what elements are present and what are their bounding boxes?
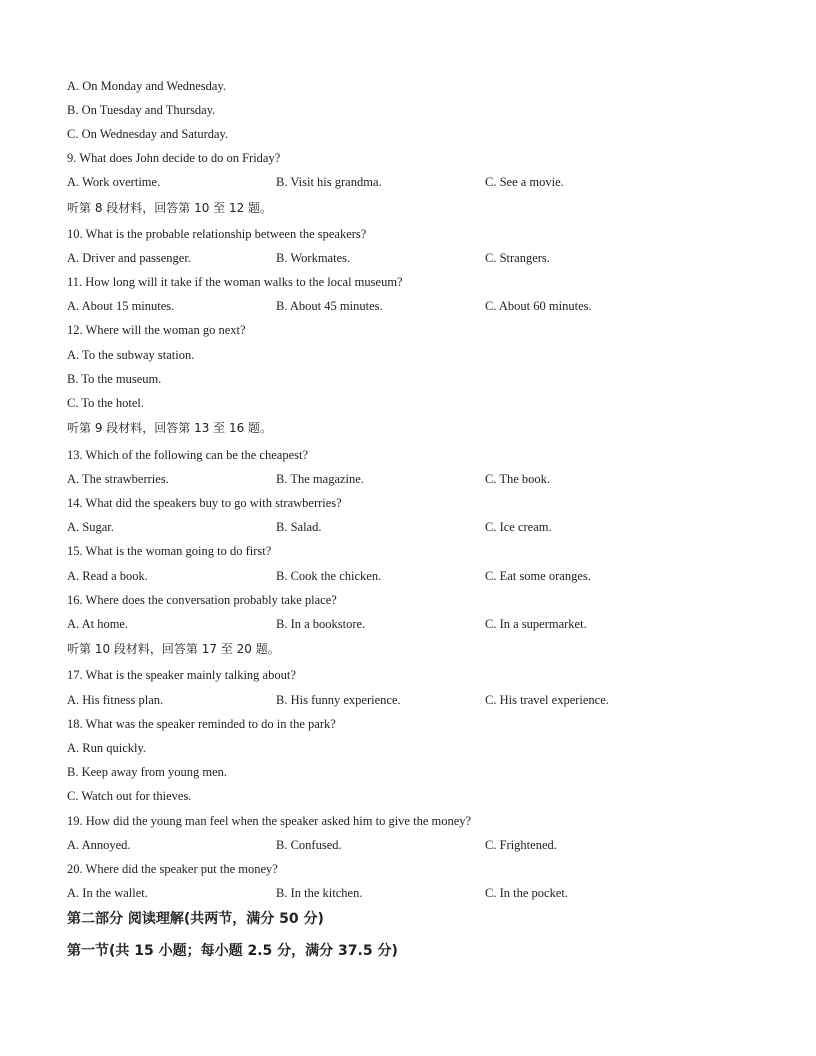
section-9-instruction: 听第 9 段材料，回答第 13 至 16 题。	[67, 421, 273, 435]
q10-option-a: A. Driver and passenger.	[67, 251, 191, 265]
q17-question: 17. What is the speaker mainly talking about?	[67, 668, 296, 682]
section-10-instruction: 听第 10 段材料，回答第 17 至 20 题。	[67, 642, 280, 656]
q16-question: 16. Where does the conversation probably take place?	[67, 593, 337, 607]
q15-option-c: C. Eat some oranges.	[485, 569, 591, 583]
q18-option-a: A. Run quickly.	[67, 741, 147, 755]
q16-option-b: B. In a bookstore.	[276, 617, 366, 631]
q8-option-c: C. On Wednesday and Saturday.	[67, 127, 229, 141]
q9-question: 9. What does John decide to do on Friday?	[67, 151, 281, 165]
q10-option-c: C. Strangers.	[485, 251, 550, 265]
q9-option-a: A. Work overtime.	[67, 175, 161, 189]
q13-option-c: C. The book.	[485, 472, 551, 486]
q9-option-b: B. Visit his grandma.	[276, 175, 382, 189]
q18-option-b: B. Keep away from young men.	[67, 765, 228, 779]
q20-option-b: B. In the kitchen.	[276, 886, 363, 900]
q19-option-a: A. Annoyed.	[67, 838, 131, 852]
q15-option-a: A. Read a book.	[67, 569, 148, 583]
q17-option-c: C. His travel experience.	[485, 693, 609, 707]
q12-option-c: C. To the hotel.	[67, 396, 145, 410]
q20-question: 20. Where did the speaker put the money?	[67, 862, 278, 876]
section-1-heading: 第一节(共 15 小题；每小题 2.5 分，满分 37.5 分)	[67, 943, 398, 959]
q17-option-b: B. His funny experience.	[276, 693, 401, 707]
q19-option-b: B. Confused.	[276, 838, 342, 852]
q12-option-a: A. To the subway station.	[67, 348, 195, 362]
q15-option-b: B. Cook the chicken.	[276, 569, 382, 583]
q16-option-c: C. In a supermarket.	[485, 617, 587, 631]
section-8-instruction: 听第 8 段材料，回答第 10 至 12 题。	[67, 201, 273, 215]
q11-question: 11. How long will it take if the woman walks to the local museum?	[67, 275, 403, 289]
q13-question: 13. Which of the following can be the cheapest?	[67, 448, 309, 462]
q19-option-c: C. Frightened.	[485, 838, 557, 852]
part-2-heading: 第二部分 阅读理解(共两节，满分 50 分)	[67, 911, 324, 927]
q11-option-b: B. About 45 minutes.	[276, 299, 383, 313]
q18-option-c: C. Watch out for thieves.	[67, 789, 192, 803]
q14-option-b: B. Salad.	[276, 520, 322, 534]
q14-option-c: C. Ice cream.	[485, 520, 552, 534]
q19-question: 19. How did the young man feel when the speaker asked him to give the money?	[67, 814, 472, 828]
q10-option-b: B. Workmates.	[276, 251, 351, 265]
q14-question: 14. What did the speakers buy to go with strawberries?	[67, 496, 342, 510]
q9-option-c: C. See a movie.	[485, 175, 564, 189]
q11-option-c: C. About 60 minutes.	[485, 299, 592, 313]
q8-option-b: B. On Tuesday and Thursday.	[67, 103, 216, 117]
q11-option-a: A. About 15 minutes.	[67, 299, 175, 313]
q13-option-b: B. The magazine.	[276, 472, 364, 486]
q15-question: 15. What is the woman going to do first?	[67, 544, 272, 558]
q20-option-a: A. In the wallet.	[67, 886, 148, 900]
q13-option-a: A. The strawberries.	[67, 472, 169, 486]
q18-question: 18. What was the speaker reminded to do in the park?	[67, 717, 336, 731]
q20-option-c: C. In the pocket.	[485, 886, 568, 900]
q14-option-a: A. Sugar.	[67, 520, 114, 534]
q10-question: 10. What is the probable relationship between the speakers?	[67, 227, 367, 241]
q8-option-a: A. On Monday and Wednesday.	[67, 79, 227, 93]
q17-option-a: A. His fitness plan.	[67, 693, 164, 707]
q12-option-b: B. To the museum.	[67, 372, 162, 386]
q16-option-a: A. At home.	[67, 617, 129, 631]
q12-question: 12. Where will the woman go next?	[67, 323, 246, 337]
